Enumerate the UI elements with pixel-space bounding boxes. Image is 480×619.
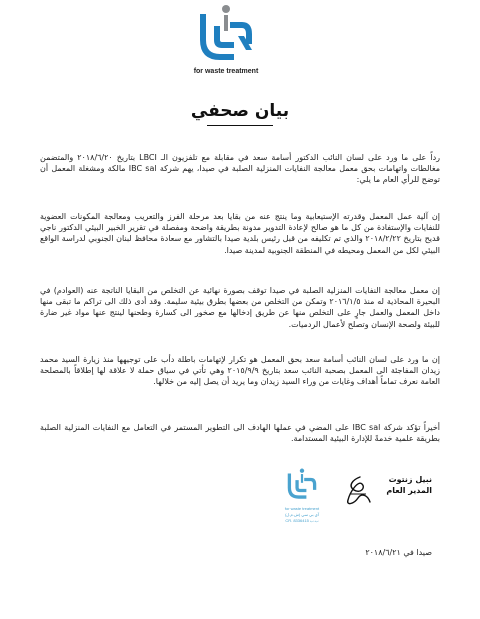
ibc-logo-mark-icon	[194, 4, 258, 66]
paragraph-1: رداً على ما ورد على لسان النائب الدكتور أسامة سعد في مقابلة مع تلفزيون الـ LBCI بتاريخ ٢٠١٨/٦/٢٠ والمتضمن مغالطات واتهامات بحق معمل معالجة النفايات المنزلية الصلبة في صيدا، يهم شركة IBC sal مالكة ومشغلة المعمل أن توضح للرأي العام ما يلي:	[40, 153, 441, 185]
stamp-registration: CR. 8336415 ب.ب	[285, 518, 319, 523]
ibc-stamp-logo-icon	[284, 468, 320, 502]
paragraph-4: إن ما ورد على لسان النائب أسامة سعد بحق المعمل هو تكرار لإتهامات باطلة دأب على توجيهها منذ زيارة السيد محمد زيدان المفاجئة الى المعمل بصحبة النائب سعد بتاريخ ٢٠١٥/٩/٩ وهي تأتي في سياق حملة لا علاقة لها إطلاقاً بالمصلحة العامة نعرف تماماً أهداف وغايات من وراء السيد زيدان وما يريد أن يصل إليه من خلالها.	[40, 355, 440, 387]
paragraph-3: إن معمل معالجة النفايات المنزلية الصلبة في صيدا توقف بصورة نهائية عن التخلص من البقايا الناتجة عنه (العوادم) في البحيرة المحاذية له منذ ٢٠١٦/١/٥ وتمكن من التخلص من بعضها بطرق بيئية سليمة. وقد أدى ذلك الى تراكم ما تبقى منها داخل المعمل والعمل جارٍ على التخلص منها عن طريق إدخالها مع صخور الى كسارة وطحنها لينتج عنها مواد غير ضارة للبيئة ولصحة الإنسان وتصلح لأعمال الردميات.	[40, 286, 440, 329]
company-logo	[176, 4, 276, 84]
stamp-company-name: آي بي سي (ش.م.ل)	[285, 512, 319, 517]
company-stamp	[280, 468, 324, 542]
document-title: بيان صحفي	[190, 101, 290, 121]
document-date: صيدا في ٢٠١٨/٦/٢١	[365, 548, 432, 557]
handwritten-signature-icon	[340, 474, 374, 508]
signatory-role: المدير العام	[386, 486, 432, 495]
title-underline	[207, 125, 273, 126]
logo-tagline: for waste treatment	[193, 68, 259, 75]
stamp-tagline: for waste treatment	[284, 506, 320, 511]
paragraph-5: أخيراً تؤكد شركة IBC sal على المضي في عملها الهادف الى التطوير المستمر في التعامل مع النفايات المنزلية الصلبة بطريقة علمية خدمةً للإدارة البيئية المستدامة.	[40, 423, 440, 444]
signatory-name: نبيل زنتوت	[388, 475, 432, 484]
paragraph-2: إن آلية عمل المعمل وقدرته الإستيعابية وما ينتج عنه من بقايا بعد مرحلة الفرز والتعريب ومعالجة المكونات العضوية للنفايات والإستفادة من كل ما هو صالح لإعادة التدوير مدونة بطريقة واضحة ومفصلة في تقرير الخبير البيئي الدكتور ناجي قديح بتاريخ ٢٠١٨/٢/٢٢ والذي تم تكليفه من قبل رئيس بلدية صيدا بالتشاور مع سعادة محافظ لبنان الجنوبي لدراسة الواقع البيئي لكل من المعمل ومحيطه في المنطقة الجنوبية لمدينة صيدا.	[40, 212, 440, 255]
